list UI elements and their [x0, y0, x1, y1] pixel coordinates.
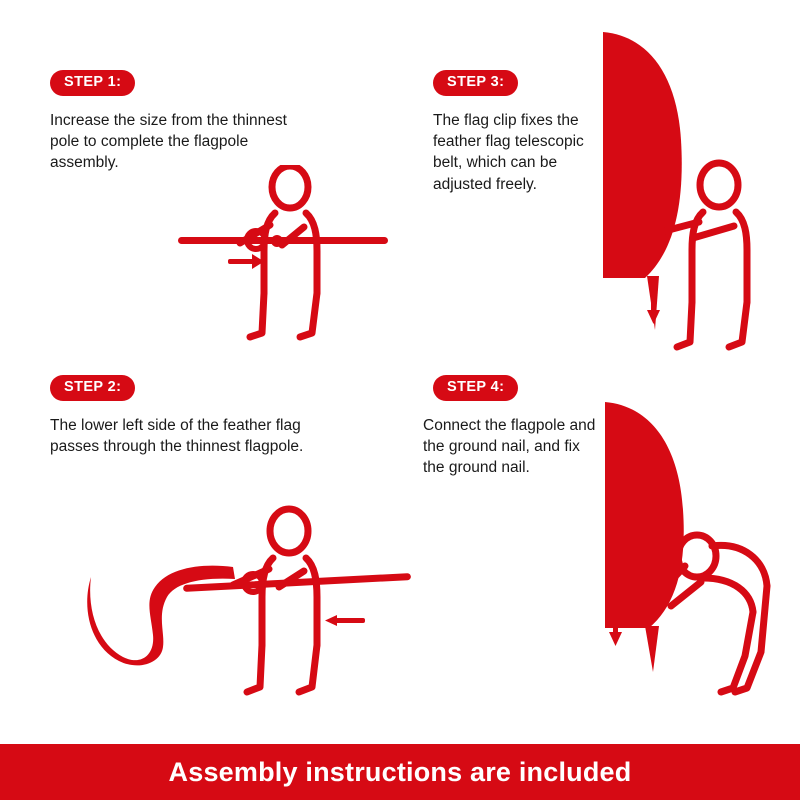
step-text-1: Increase the size from the thinnest pole to complete the flagpole assembly.	[50, 111, 287, 172]
step-badge-4: STEP 4:	[433, 375, 518, 401]
step-panel-2	[28, 375, 398, 705]
step-text-2: The lower left side of the feather flag passes through the thinnest flagpole.	[50, 416, 304, 455]
footer-text: Assembly instructions are included	[168, 756, 632, 787]
step-panel-3	[405, 70, 775, 400]
step-badge-3: STEP 3:	[433, 70, 518, 96]
step-panel-4	[405, 375, 775, 705]
illustration-step-3	[585, 30, 785, 375]
illustration-step-2	[83, 505, 413, 720]
step-text-3: The flag clip fixes the feather flag telescopic belt, which can be adjusted freely.	[433, 111, 584, 193]
step-text-4: Connect the flagpole and the ground nail, and fix the ground nail.	[423, 416, 596, 477]
footer-banner	[0, 744, 800, 800]
step-badge-1: STEP 1:	[50, 70, 135, 96]
step-panel-1	[28, 70, 398, 400]
illustration-step-1	[178, 165, 398, 360]
illustration-step-4	[585, 400, 795, 715]
step-badge-2: STEP 2:	[50, 375, 135, 401]
